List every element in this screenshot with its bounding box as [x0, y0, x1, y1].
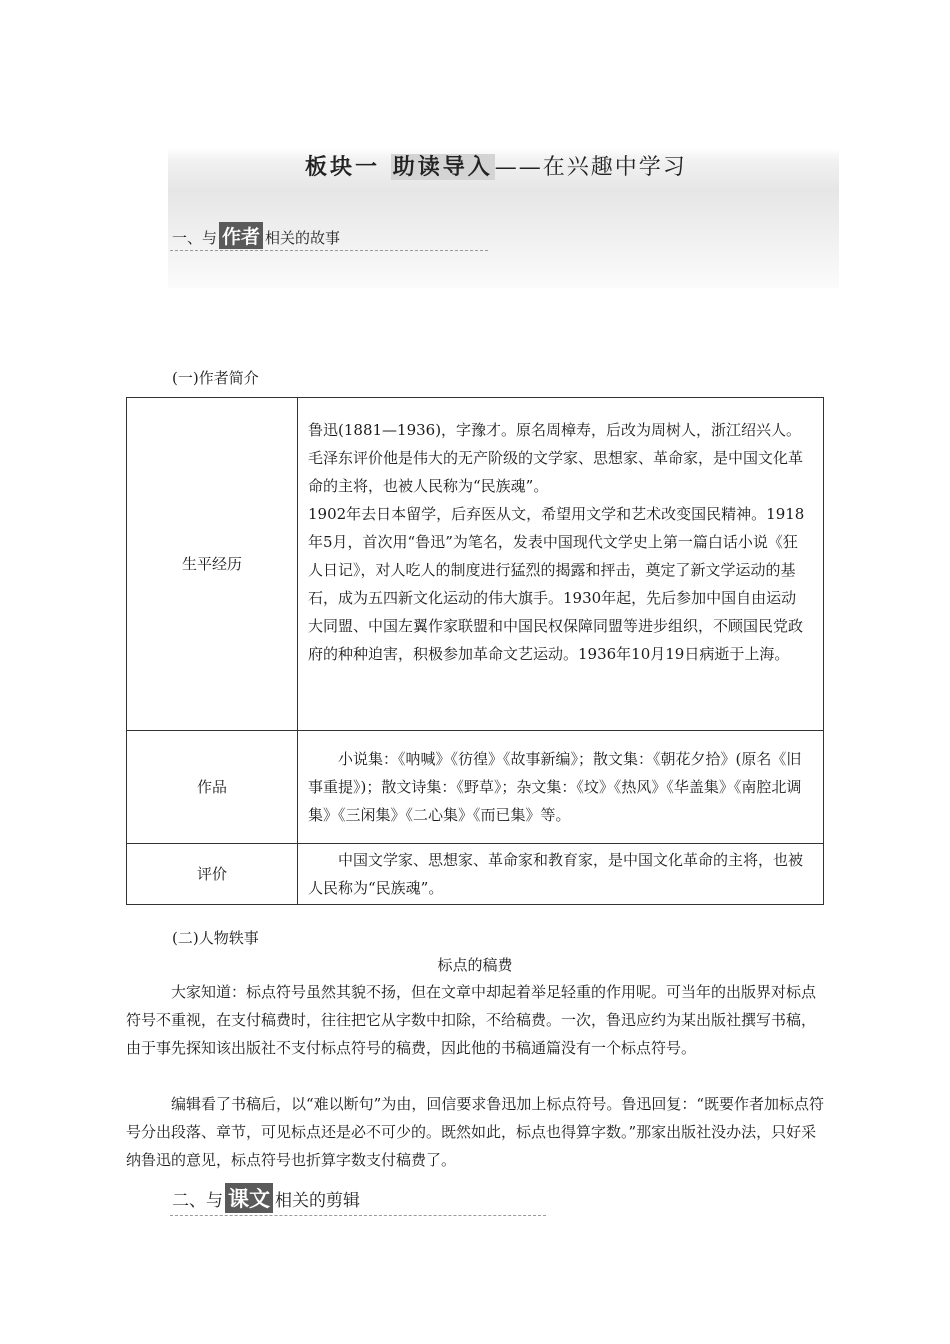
- section-heading-text: [172, 1183, 360, 1213]
- banner-part1: 板块一: [305, 154, 381, 180]
- story-paragraph: 编辑看了书稿后，以“难以断句”为由，回信要求鲁迅加上标点符号。鲁迅回复：“既要作者加标点符号分出段落、章节，可见标点还是必不可少的。既然如此，标点也得算字数。”那家出版社没办法，只好采纳鲁迅的意见，标点符号也折算字数支付稿费了。: [126, 1095, 825, 1169]
- section-suffix: 相关的剪辑: [275, 1191, 360, 1211]
- table-row: [127, 844, 824, 905]
- dashed-divider: [170, 1215, 546, 1216]
- row-content: 小说集：《呐喊》《彷徨》《故事新编》；散文集：《朝花夕拾》(原名《旧事重提》)；散文诗集：《野草》；杂文集：《坟》《热风》《华盖集》《南腔北调集》《三闲集》《二心集》《而已集》等。: [298, 731, 824, 844]
- author-info-table: [126, 397, 824, 905]
- row-label: 评价: [127, 844, 298, 905]
- banner-title: [305, 150, 687, 181]
- section-tag: 课文: [225, 1183, 273, 1213]
- subsection-title: (一)作者简介: [172, 369, 259, 387]
- section-heading-author: [172, 222, 340, 249]
- dashed-divider: [170, 250, 488, 251]
- table-row: [127, 731, 824, 844]
- row-content: 中国文学家、思想家、革命家和教育家，是中国文化革命的主将，也被人民称为“民族魂”。: [298, 844, 824, 905]
- section-tag: 作者: [219, 222, 263, 249]
- subsection-title: (二)人物轶事: [172, 929, 259, 947]
- banner-part2: 助读导入: [392, 154, 493, 180]
- banner-part3: ——在兴趣中学习: [494, 155, 687, 180]
- table-row: [127, 398, 824, 731]
- section-prefix: 二、与: [172, 1191, 223, 1211]
- row-label: 作品: [127, 731, 298, 844]
- section-suffix: 相关的故事: [265, 229, 341, 247]
- story-title: 标点的稿费: [437, 956, 513, 974]
- row-label: 生平经历: [127, 398, 298, 731]
- bio-paragraph: 鲁迅(1881—1936)，字豫才。原名周樟寿，后改为周树人，浙江绍兴人。毛泽东评价他是伟大的无产阶级的文学家、思想家、革命家，是中国文化革命的主将，也被人民称为“民族魂”。: [308, 421, 804, 495]
- bio-paragraph: 1902年去日本留学，后弃医从文，希望用文学和艺术改变国民精神。1918年5月，首次用“鲁迅”为笔名，发表中国现代文学史上第一篇白话小说《狂人日记》，对人吃人的制度进行猛烈的揭露和抨击，奠定了新文学运动的基石，成为五四新文化运动的伟大旗手。1930年起，先后参加中国自由运动大同盟、中国左翼作家联盟和中国民权保障同盟等进步组织，不顾国民党政府的种种迫害，积极参加革命文艺运动。1936年10月19日病逝于上海。: [308, 505, 805, 663]
- row-content: [298, 398, 824, 731]
- story-paragraph: 大家知道：标点符号虽然其貌不扬，但在文章中却起着举足轻重的作用呢。可当年的出版界对标点符号不重视，在支付稿费时，往往把它从字数中扣除，不给稿费。一次，鲁迅应约为某出版社撰写书稿，由于事先探知该出版社不支付标点符号的稿费，因此他的书稿通篇没有一个标点符号。: [126, 983, 817, 1057]
- section-prefix: 一、与: [172, 229, 218, 247]
